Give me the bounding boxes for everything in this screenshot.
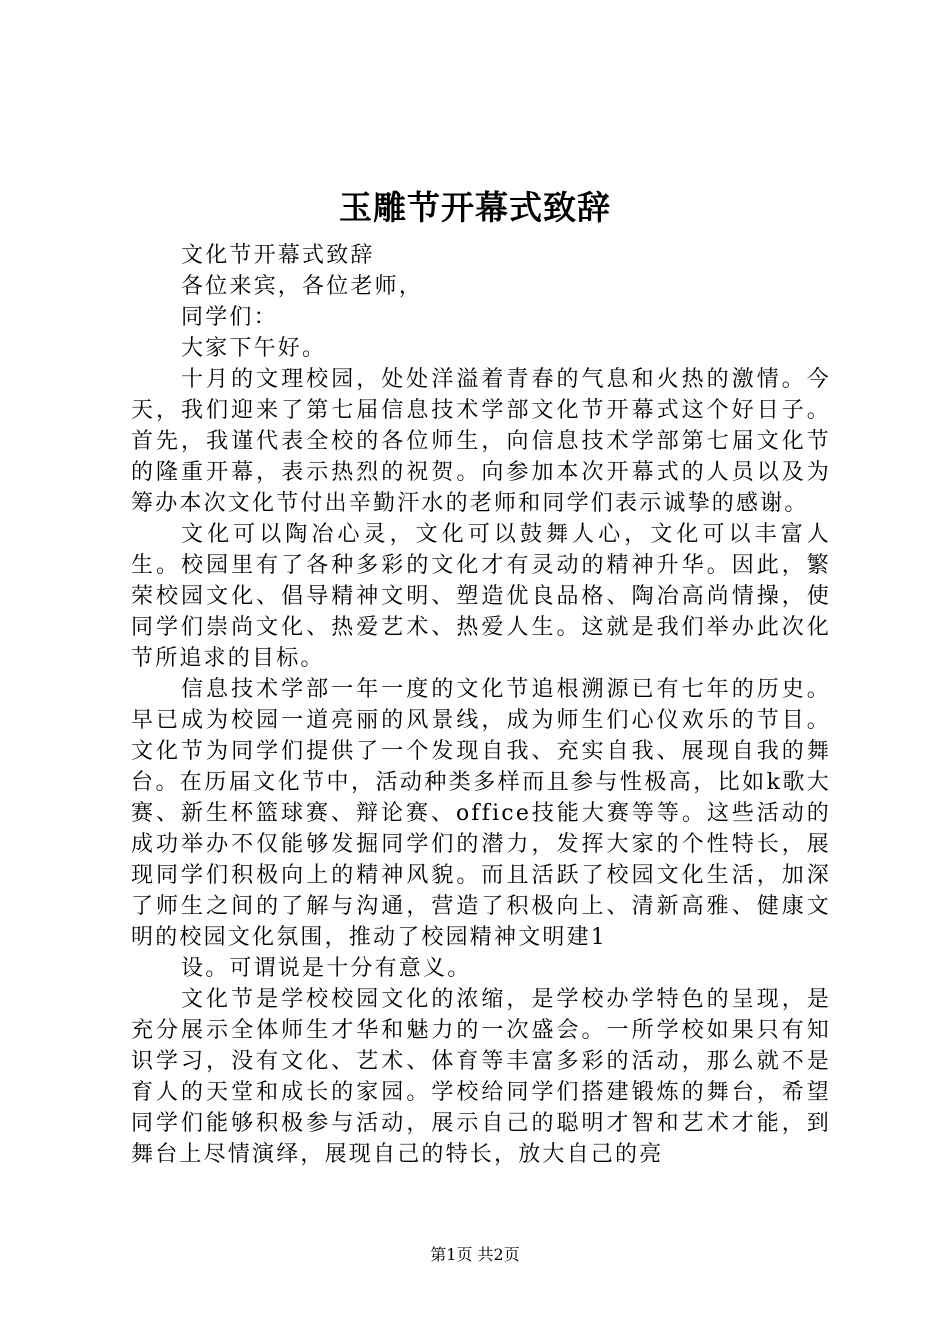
paragraph-history: 信息技术学部一年一度的文化节追根溯源已有七年的历史。早已成为校园一道亮丽的风景线，成为师生们心仪欢乐的节目。文化节为同学们提供了一个发现自我、充实自我、展现自我的舞台。在历届文化节中，活动种类多样而且参与性极高，比如k歌大赛、新生杯篮球赛、辩论赛、office技能大赛等等。这些活动的成功举办不仅能够发掘同学们的潜力，发挥大家的个性特长，展现同学们积极向上的精神风貌。而且活跃了校园文化生活，加深了师生之间的了解与沟通，营造了积极向上、清新高雅、健康文明的校园文化氛围，推动了校园精神文明建1 [131, 677, 831, 950]
paragraph-greeting: 大家下午好。 [181, 336, 327, 361]
page-number: 第1页 共2页 [430, 1245, 520, 1264]
paragraph-salutation-students: 同学们： [181, 305, 278, 330]
paragraph-festival-meaning: 文化节是学校校园文化的浓缩，是学校办学特色的呈现，是充分展示全体师生才华和魅力的一次盛会。一所学校如果只有知识学习，没有文化、艺术、体育等丰富多彩的活动，那么就不是育人的天堂和成长的家园。学校给同学们搭建锻炼的舞台，希望同学们能够积极参与活动，展示自己的聪明才智和艺术才能，到舞台上尽情演绎，展现自己的特长，放大自己的亮 [131, 987, 831, 1167]
document-title: 玉雕节开幕式致辞 [339, 188, 611, 227]
paragraph-opening: 十月的文理校园，处处洋溢着青春的气息和火热的激情。今天，我们迎来了第七届信息技术学部文化节开幕式这个好日子。首先，我谨代表全校的各位师生，向信息技术学部第七届文化节的隆重开幕，表示热烈的祝贺。向参加本次开幕式的人员以及为筹办本次文化节付出辛勤汗水的老师和同学们表示诚挚的感谢。 [131, 367, 831, 516]
paragraph-subtitle: 文化节开幕式致辞 [181, 243, 375, 268]
paragraph-culture: 文化可以陶冶心灵，文化可以鼓舞人心，文化可以丰富人生。校园里有了各种多彩的文化才有灵动的精神升华。因此，繁荣校园文化、倡导精神文明、塑造优良品格、陶冶高尚情操，使同学们崇尚文化、热爱艺术、热爱人生。这就是我们举办此次化节所追求的目标。 [131, 522, 831, 671]
paragraph-history-continued: 设。可谓说是十分有意义。 [181, 956, 472, 981]
document-body [131, 240, 831, 1170]
paragraph-salutation-guests: 各位来宾，各位老师， [181, 274, 424, 299]
